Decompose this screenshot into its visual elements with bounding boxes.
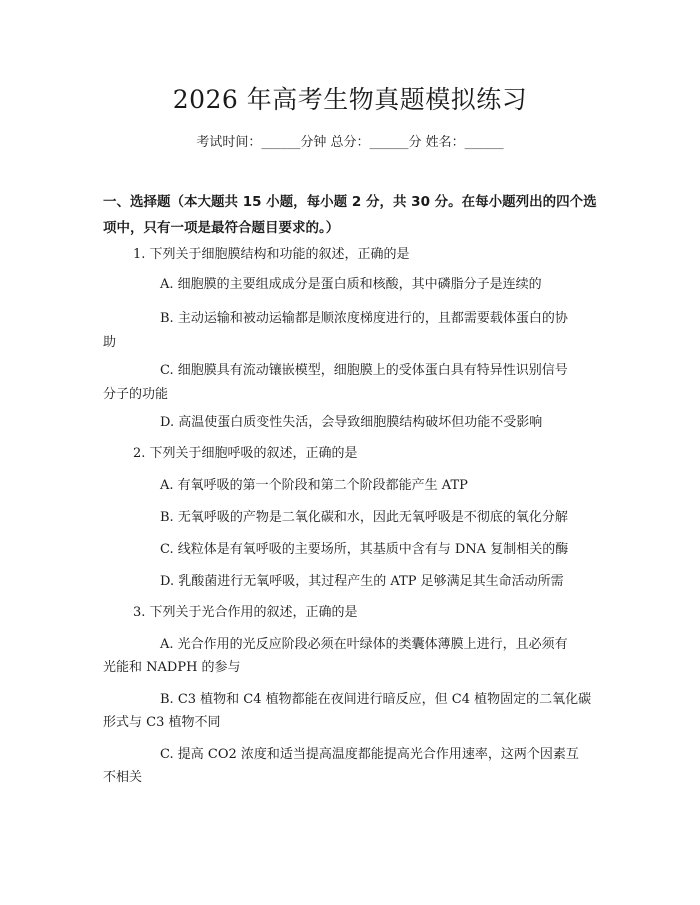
question-2-option-d: D. 乳酸菌进行无氧呼吸，其过程产生的 ATP 足够满足其生命活动所需 — [160, 574, 564, 589]
question-3-option-b: B. C3 植物和 C4 植物都能在夜间进行暗反应，但 C4 植物固定的二氧化碳 — [160, 692, 592, 707]
question-1-option-b: B. 主动运输和被动运输都是顺浓度梯度进行的，且都需要载体蛋白的协 — [160, 311, 568, 326]
question-3-option-c: C. 提高 CO2 浓度和适当提高温度都能提高光合作用速率，这两个因素互 — [160, 747, 579, 762]
question-1-option-d: D. 高温使蛋白质变性失活，会导致细胞膜结构破坏但功能不受影响 — [160, 415, 543, 430]
question-2-option-c: C. 线粒体是有氧呼吸的主要场所，其基质中含有与 DNA 复制相关的酶 — [160, 542, 569, 557]
question-1-option-b-cont: 助 — [103, 335, 117, 350]
question-3-option-c-cont: 不相关 — [103, 770, 143, 785]
section-heading — [103, 189, 603, 241]
exam-info-line: 考试时间：______分钟 总分：______分 姓名：______ — [196, 135, 504, 150]
page-title: 2026 年高考生物真题模拟练习 — [172, 85, 528, 114]
question-2-stem: 2. 下列关于细胞呼吸的叙述，正确的是 — [133, 446, 358, 461]
question-1-option-c: C. 细胞膜具有流动镶嵌模型，细胞膜上的受体蛋白具有特异性识别信号 — [160, 363, 568, 378]
question-1-option-a: A. 细胞膜的主要组成成分是蛋白质和核酸，其中磷脂分子是连续的 — [160, 277, 542, 292]
question-1-stem: 1. 下列关于细胞膜结构和功能的叙述，正确的是 — [133, 247, 410, 262]
question-2-option-b: B. 无氧呼吸的产物是二氧化碳和水，因此无氧呼吸是不彻底的氧化分解 — [160, 510, 568, 525]
question-3-stem: 3. 下列关于光合作用的叙述，正确的是 — [133, 605, 358, 620]
question-1-option-c-cont: 分子的功能 — [103, 387, 169, 402]
question-3-option-a-cont: 光能和 NADPH 的参与 — [103, 660, 241, 675]
question-3-option-a: A. 光合作用的光反应阶段必须在叶绿体的类囊体薄膜上进行，且必须有 — [160, 637, 568, 652]
question-3-option-b-cont: 形式与 C3 植物不同 — [103, 715, 221, 730]
section-heading-line1: 一、选择题（本大题共 15 小题，每小题 2 分，共 30 分。在每小题列出的四个选 — [103, 194, 597, 210]
question-2-option-a: A. 有氧呼吸的第一个阶段和第二个阶段都能产生 ATP — [160, 478, 468, 493]
section-heading-line2: 项中，只有一项是最符合题目要求的。） — [103, 220, 340, 236]
